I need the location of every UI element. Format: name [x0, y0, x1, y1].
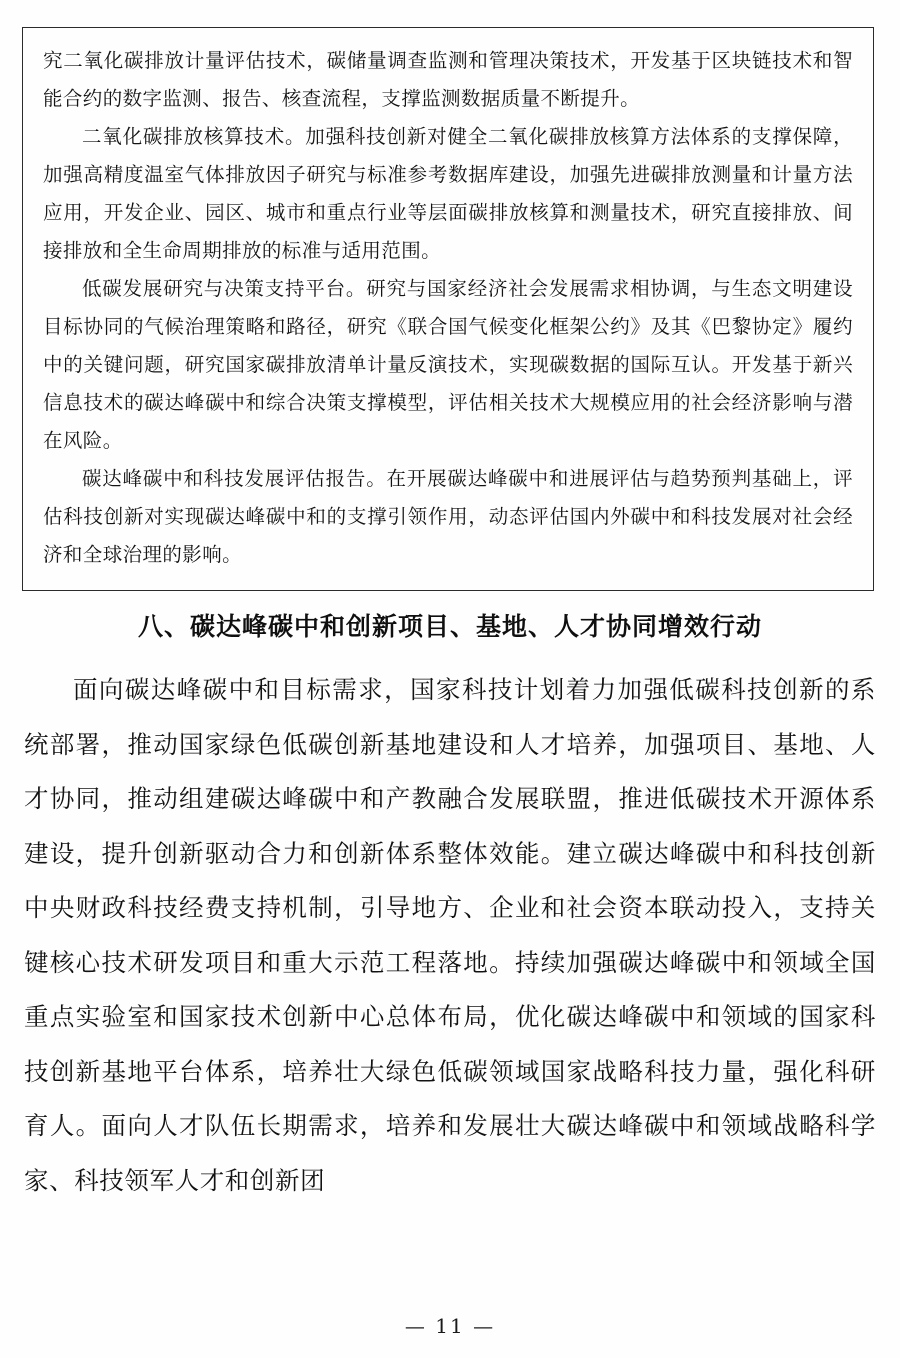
page-number: — 11 — — [404, 1314, 496, 1338]
body-paragraph: 面向碳达峰碳中和目标需求，国家科技计划着力加强低碳科技创新的系统部署，推动国家绿色低碳创新基地建设和人才培养，加强项目、基地、人才协同，推动组建碳达峰碳中和产教融合发展联盟，推进低碳技术开源体系建设，提升创新驱动合力和创新体系整体效能。建立碳达峰碳中和科技创新中央财政科技经费支持机制，引导地方、企业和社会资本联动投入，支持关键核心技术研发项目和重大示范工程落地。持续加强碳达峰碳中和领域全国重点实验室和国家技术创新中心总体布局，优化碳达峰碳中和领域的国家科技创新基地平台体系，培养壮大绿色低碳领域国家战略科技力量，强化科研育人。面向人才队伍长期需求，培养和发展壮大碳达峰碳中和领域战略科学家、科技领军人才和创新团 — [24, 675, 876, 1195]
boxed-quote-block — [22, 27, 874, 591]
boxed-paragraph-4: 碳达峰碳中和科技发展评估报告。在开展碳达峰碳中和进展评估与趋势预判基础上，评估科技创新对实现碳达峰碳中和的支撑引领作用，动态评估国内外碳中和科技发展对社会经济和全球治理的影响。 — [43, 467, 853, 566]
boxed-paragraph-3: 低碳发展研究与决策支持平台。研究与国家经济社会发展需求相协调，与生态文明建设目标协同的气候治理策略和路径，研究《联合国气候变化框架公约》及其《巴黎协定》履约中的关键问题，研究国家碳排放清单计量反演技术，实现碳数据的国际互认。开发基于新兴信息技术的碳达峰碳中和综合决策支撑模型，评估相关技术大规模应用的社会经济影响与潜在风险。 — [43, 277, 853, 452]
section-heading: 八、碳达峰碳中和创新项目、基地、人才协同增效行动 — [137, 612, 762, 641]
body-text-block — [20, 663, 880, 1208]
boxed-paragraph-1: 究二氧化碳排放计量评估技术，碳储量调查监测和管理决策技术，开发基于区块链技术和智能合约的数字监测、报告、核查流程，支撑监测数据质量不断提升。 — [43, 49, 853, 110]
boxed-paragraph-2: 二氧化碳排放核算技术。加强科技创新对健全二氧化碳排放核算方法体系的支撑保障，加强高精度温室气体排放因子研究与标准参考数据库建设，加强先进碳排放测量和计量方法应用，开发企业、园区、城市和重点行业等层面碳排放核算和测量技术，研究直接排放、间接排放和全生命周期排放的标准与适用范围。 — [43, 125, 853, 262]
